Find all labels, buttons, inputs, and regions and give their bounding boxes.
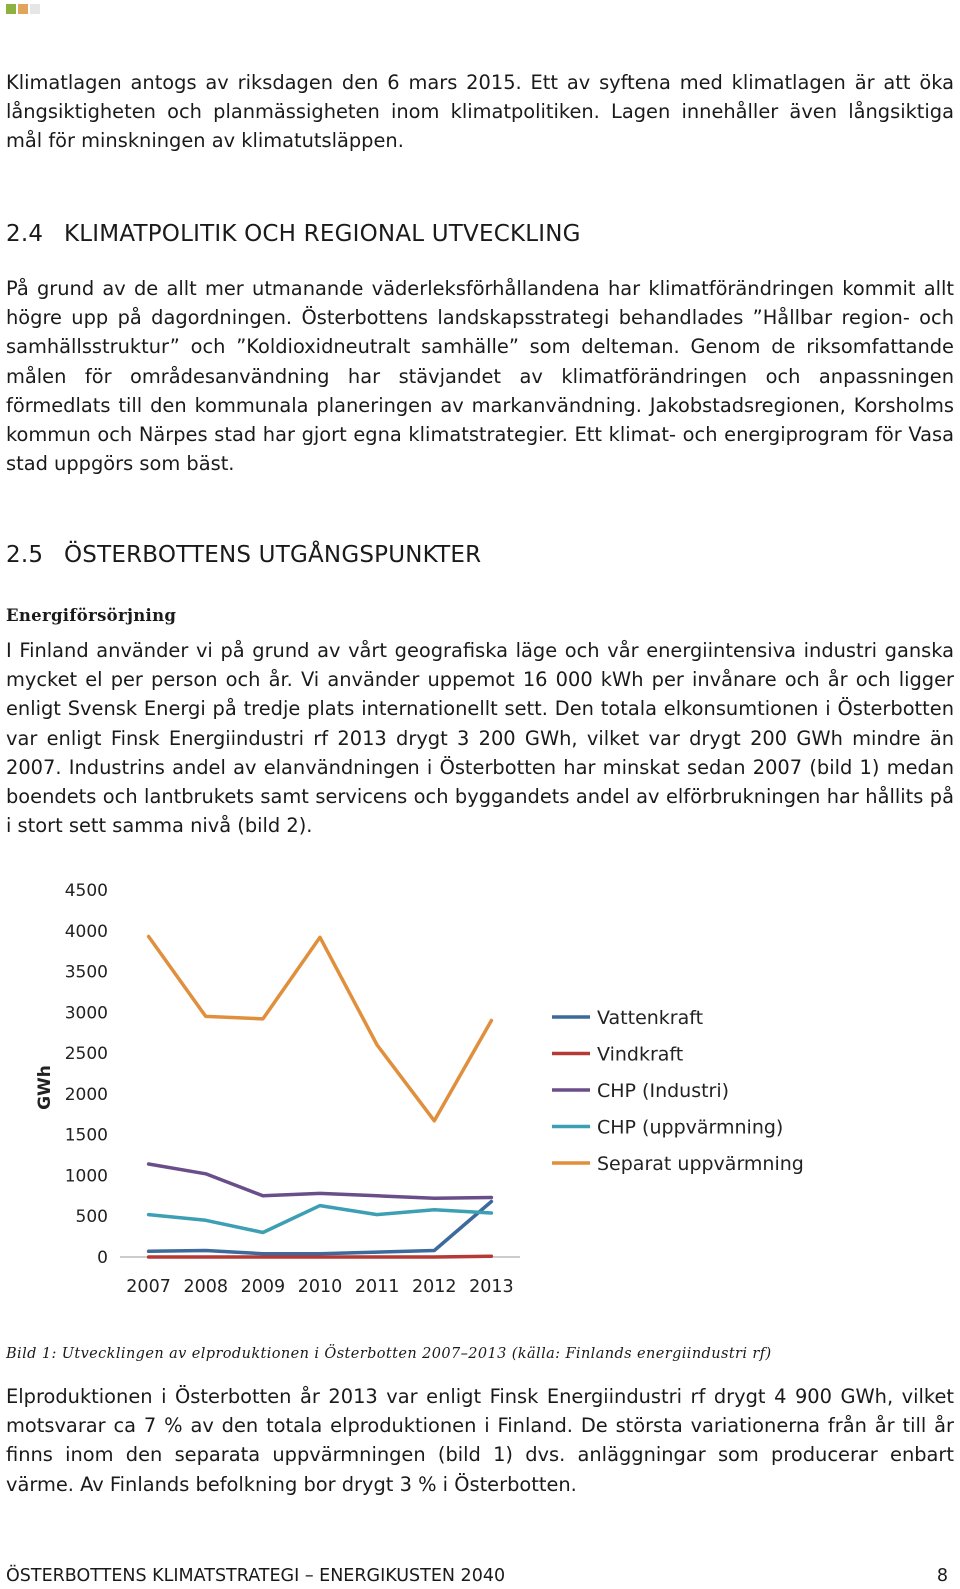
series-line [149, 1256, 492, 1257]
section-heading-2-4 [6, 219, 581, 249]
page-footer [6, 1562, 954, 1589]
section-number: 2.4 [6, 221, 44, 247]
y-tick-label: 2000 [64, 1084, 108, 1105]
y-tick-label: 1500 [64, 1125, 108, 1146]
x-tick-label: 2011 [354, 1277, 400, 1297]
section-number: 2.5 [6, 542, 44, 568]
series-line [149, 937, 492, 1121]
x-tick-label: 2007 [126, 1277, 171, 1297]
series-line [149, 1164, 492, 1198]
y-tick-label: 3500 [64, 962, 108, 983]
header-logo [6, 4, 40, 14]
closing-paragraph: Elproduktionen i Österbotten år 2013 var enligt Finsk Energiindustri rf drygt 4 900 GWh, vilket motsvarar ca 7 % av den totala elproduktionen i Finland. De största variationerna från år till år finns inom den separata uppvärmningen (bild 1) dvs. anläggningar som producerar enbart värme. Av Finlands befolkning bor drygt 3 % i Österbotten. [6, 1385, 954, 1496]
x-tick-label: 2009 [240, 1277, 286, 1297]
legend-label: Vattenkraft [597, 1007, 704, 1029]
y-tick-label: 500 [75, 1207, 108, 1228]
logo-square-gray [30, 4, 40, 14]
y-tick-label: 4000 [64, 921, 108, 942]
y-axis-label: GWh [35, 1065, 55, 1110]
electricity-production-chart [30, 880, 850, 1320]
section-title: KLIMATPOLITIK OCH REGIONAL UTVECKLING [64, 221, 581, 247]
logo-square-green [6, 4, 16, 14]
subheading-energiforsorjning: Energiförsörjning [6, 606, 177, 625]
x-tick-label: 2010 [297, 1277, 343, 1297]
y-tick-label: 0 [97, 1248, 108, 1268]
page-number: 8 [936, 1566, 948, 1586]
section-heading-2-5 [6, 540, 481, 570]
chart-svg [30, 880, 850, 1320]
section-title: ÖSTERBOTTENS UTGÅNGSPUNKTER [64, 542, 482, 568]
legend-label: CHP (uppvärmning) [597, 1116, 784, 1139]
intro-paragraph: Klimatlagen antogs av riksdagen den 6 mars 2015. Ett av syftena med klimatlagen är att öka långsiktigheten och planmässigheten inom klimatpolitiken. Lagen innehåller även långsiktiga mål för minskningen av klimatutsläppen. [6, 71, 954, 153]
legend-label: Separat uppvärmning [597, 1153, 804, 1175]
y-tick-label: 3000 [64, 1003, 108, 1024]
legend-label: CHP (Industri) [597, 1080, 730, 1102]
y-tick-label: 4500 [64, 881, 108, 901]
y-tick-label: 1000 [64, 1166, 108, 1187]
x-tick-label: 2008 [183, 1277, 228, 1297]
figure-caption: Bild 1: Utvecklingen av elproduktionen i Österbotten 2007–2013 (källa: Finlands energiindustri rf) [6, 1346, 772, 1362]
legend-label: Vindkraft [597, 1043, 684, 1066]
x-tick-label: 2012 [412, 1277, 457, 1297]
section-2-5-paragraph: I Finland använder vi på grund av vårt geografiska läge och vår energiintensiva industri ganska mycket el per person och år. Vi använder uppemot 16 000 kWh per invånare och år och ligger enligt Svensk Energi på tredje plats internationellt sett. Den totala elkonsumtionen i Österbotten var enligt Finsk Energiindustri rf 2013 drygt 3 200 GWh, vilket var drygt 200 GWh mindre än 2007. Industrins andel av elanvändningen i Österbotten har minskat sedan 2007 (bild 1) medan boendets och lantbrukets samt servicens och byggandets andel av elförbrukningen har hållits på i stort sett samma nivå (bild 2). [6, 639, 954, 838]
logo-square-orange [18, 4, 28, 14]
footer-title: ÖSTERBOTTENS KLIMATSTRATEGI – ENERGIKUSTEN 2040 [6, 1566, 506, 1586]
section-2-4-paragraph: På grund av de allt mer utmanande väderleksförhållandena har klimatförändringen kommit allt högre upp på dagordningen. Österbottens landskapsstrategi behandlades ”Hållbar region- och samhällsstruktur” och ”Koldioxidneutralt samhälle” som delteman. Genom de riksomfattande målen för områdesanvändning har stävjandet av klimatförändringen och anpassningen förmedlats till den kommunala planeringen av markanvändning. Jakobstadsregionen, Korsholms kommun och Närpes stad har gjort egna klimatstrategier. Ett klimat- och energiprogram för Vasa stad uppgörs som bäst. [6, 277, 954, 476]
y-tick-label: 2500 [64, 1044, 108, 1065]
x-tick-label: 2013 [469, 1277, 514, 1297]
series-line [149, 1206, 492, 1233]
